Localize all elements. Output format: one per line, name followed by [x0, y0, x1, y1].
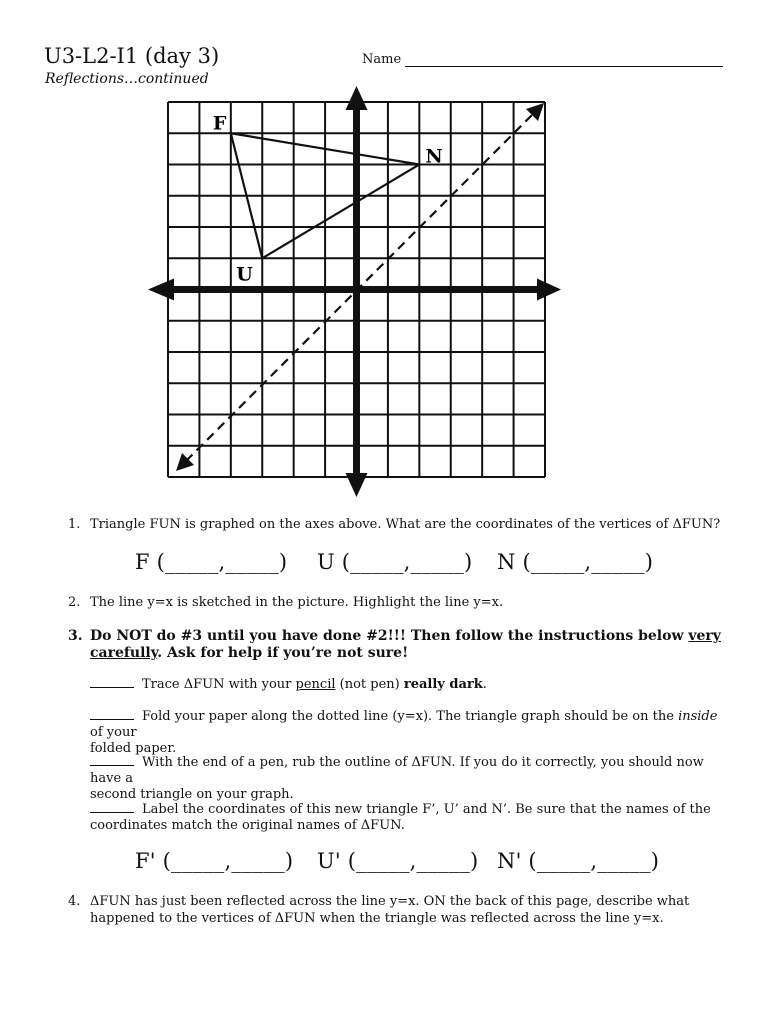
worksheet-title: U3-L2-I1 (day 3)	[44, 44, 220, 68]
vertex-label-f: F	[212, 112, 227, 135]
y-axis-arrow-down	[346, 473, 368, 497]
question-text: Triangle FUN is graphed on the axes above. What are the coordinates of the vertices of ΔFUN?	[90, 517, 721, 532]
coord-blank-f[interactable]: F (_____,_____)	[135, 550, 288, 574]
vertex-label-n: N	[425, 145, 443, 168]
step-trace: Trace ΔFUN with your pencil (not pen) really dark.	[90, 677, 730, 693]
coord-blank-u-prime[interactable]: U' (_____,_____)	[317, 849, 479, 873]
question-text: The line y=x is sketched in the picture. Highlight the line y=x.	[90, 595, 504, 610]
checkoff-blank[interactable]	[90, 687, 134, 688]
checkoff-blank[interactable]	[90, 765, 134, 766]
coord-blank-f-prime[interactable]: F' (_____,_____)	[135, 849, 294, 873]
coord-blank-n-prime[interactable]: N' (_____,_____)	[497, 849, 660, 873]
step-fold: Fold your paper along the dotted line (y=x). The triangle graph should be on the inside of your folded paper.	[90, 709, 718, 756]
step-label-coords: Label the coordinates of this new triangle F’, U’ and N’. Be sure that the names of the coordinates match the original names of ΔFUN.	[90, 802, 711, 833]
checkoff-blank[interactable]	[90, 812, 134, 813]
question-number: 1.	[68, 517, 81, 532]
question-text-line-1: Do NOT do #3 until you have done #2!!! Then follow the instructions below very	[90, 628, 721, 644]
x-axis-arrow-left	[148, 279, 174, 301]
question-number: 3.	[68, 628, 83, 644]
vertex-label-u: U	[236, 263, 253, 286]
y-axis-arrow-up	[346, 86, 368, 110]
coord-blank-u[interactable]: U (_____,_____)	[317, 550, 473, 574]
question-text-line-2: happened to the vertices of ΔFUN when the triangle was reflected across the line y=x.	[90, 911, 664, 926]
name-label: Name	[362, 52, 402, 67]
question-text-line-2: carefully. Ask for help if you’re not sure!	[90, 645, 409, 661]
worksheet-subtitle: Reflections…continued	[45, 71, 209, 87]
question-text-line-1: ΔFUN has just been reflected across the line y=x. ON the back of this page, describe what	[90, 894, 690, 909]
question-number: 4.	[68, 894, 81, 909]
coord-blank-n[interactable]: N (_____,_____)	[497, 550, 654, 574]
question-number: 2.	[68, 595, 81, 610]
step-rub-outline: With the end of a pen, rub the outline of ΔFUN. If you do it correctly, you should now have a second triangle on your graph.	[90, 755, 704, 802]
checkoff-blank[interactable]	[90, 719, 134, 720]
x-axis-arrow-right	[537, 279, 561, 301]
